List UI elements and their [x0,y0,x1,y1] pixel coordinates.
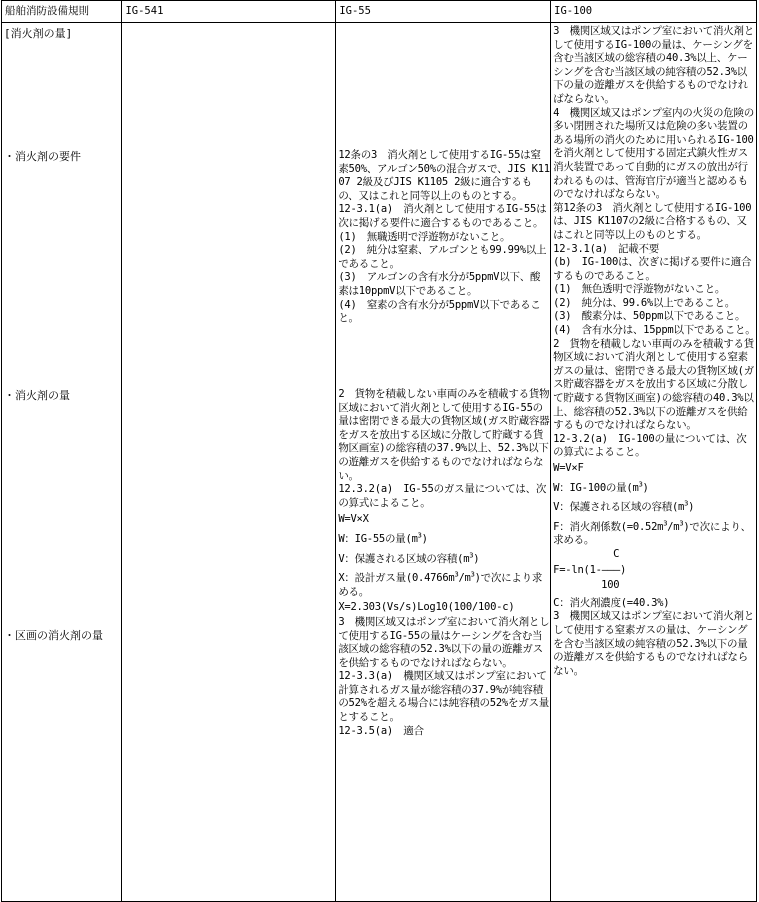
ig55-quantity-block [336,388,550,738]
ig100-f-definition: F：消火剤係数$(=0.52m^3/m^3)$で次により、求める。 [553,519,751,547]
ig100-fraction-numerator: C [613,547,620,560]
header-row [2,1,757,23]
ig100-fraction-equation: F=-ln(1-―――) [553,563,627,576]
ig100-cell [551,23,757,902]
item-requirements: ・消火剤の要件 [4,150,81,163]
header-regulation: 船舶消防設備規則 [2,1,122,23]
item-zone-quantity: ・区画の消火剤の量 [4,629,103,642]
item-quantity: ・消火剤の量 [4,389,70,402]
regulation-comparison-table [1,0,757,902]
ig100-v-definition: V：保護される区域の容積$(m^3)$ [553,499,695,514]
ig55-quantity-text: 2 貨物を積載しない車両のみを積載する貨物区域において消火剤として使用するIG-55の量は密閉できる最大の貨物区域(ガス貯蔵容器をガスを放出する区域に分散して貯蔵する貨物区画室)の総容積の37.9%以上、52.3%以下の遊離ガスを供給するものでなければならない。 12.3.2(a) IG-55のガス量については、次の算式によること。 [338,388,550,509]
body-row [2,23,757,902]
ig100-formula: W=V×F [553,462,584,474]
header-ig55: IG-55 [336,1,551,23]
ig100-fraction-denominator: 100 [601,579,620,592]
header-ig100: IG-100 [551,1,757,23]
ig55-engine-room-text: 3 機関区域又はポンプ室において消火剤として使用するIG-55の量はケーシングを含む当該区域の総容積の52.3%以下の量の遊離ガスを供給するものでなければならない。 12-3.3(a) 機関区域又はポンプ室において計算されるガス量が総容積の37.9%が純容積の52%を超える場合には純容積の52%をガス量とすること。 12-3.5(a) 適合 [338,615,550,737]
ig55-w-definition: W：IG-55の量$(m^3)$ [338,531,428,545]
ig100-w-definition: W：IG-100の量$(m^3)$ [553,480,649,494]
ig55-x-definition: X：設計ガス量$(0.4766m^3/m^3)$で次により求める。 [338,570,543,598]
ig100-block [551,25,756,678]
ig100-main-text: 3 機関区域又はポンプ室において消火剤として使用するIG-100の量は、ケーシングを含む当該区域の総容積の40.3%以上、ケーシングを含む当該区域の純容積の52.3%以下の量の遊離ガスを供給するものでなければならない。 4 機関区域又はポンプ室内の火災の危険の多い閉囲された場所又は危険の多い装置のある場所の消火のために用いられるIG-100を消火剤として使用する固定式鎮火性ガス消火装置であって自動的にガスの放出が行われるものは、管海官庁が適当と認めるものでなければならない。 第12条の3 消火剤として使用するIG-100は、JIS K1107の2級に合格するもの、又はこれと同等以上のものとする。 12-3.1(a) 記載不要 (b) IG-100は、次ぎに掲げる要件に適合するものであること。 (1) 無色透明で浮遊物がないこと。 (2) 純分は、99.6%以上であること。 (3) 酸素分は、50ppm以下であること。 (4) 含有水分は、15ppm以下であること。 2 貨物を積載しない車両のみを積載する貨物区域において消火剤として使用する窒素ガスの量は、密閉できる最大の貨物区域(ガス貯蔵容器をガスを放出する区域に分散して貯蔵する貨物区画室)の総容積の40.3%以上、総容積の52.3%以下の遊離ガスを供給するものでなければならない。 12-3.2(a) IG-100の量については、次の算式によること。 [553,25,756,459]
header-ig541: IG-541 [122,1,336,23]
regulation-item-cell [2,23,122,902]
ig55-x-equation: X=2.303(Vs/s)Log10(100/100-c) [338,601,515,614]
ig100-engine-room-text: 3 機関区域又はポンプ室において消火剤として使用する窒素ガスの量は、ケーシングを含む当該区域の純容積の52.3%以下の量の遊離ガスを供給するものでなければならない。 [553,610,754,677]
ig100-c-definition: C：消火剤濃度(=40.3%) [553,596,670,609]
ig55-formula: W=V×X [338,513,369,526]
ig55-v-definition: V：保護される区域の容積$(m^3)$ [338,551,480,565]
ig541-cell [122,23,336,902]
ig55-requirements-text: 12条の3 消火剤として使用するIG-55は窒素50%、アルゴン50%の混合ガスで、JIS K1107 2級及びJIS K1105 2級に適合するもの、又はこれと同等以上のものとする。 12-3.1(a) 消火剤として使用するIG-55は次に掲げる要件に適合するものであること。 (1) 無職透明で浮遊物がないこと。 (2) 純分は窒素、アルゴンとも99.99%以上であること。 (3) アルゴンの含有水分が5ppmV以下、酸素は10ppmV以下であること。 (4) 窒素の含有水分が5ppmV以下であること。 [338,149,550,325]
ig55-cell [336,23,551,902]
section-heading: [消火剤の量] [4,27,73,40]
